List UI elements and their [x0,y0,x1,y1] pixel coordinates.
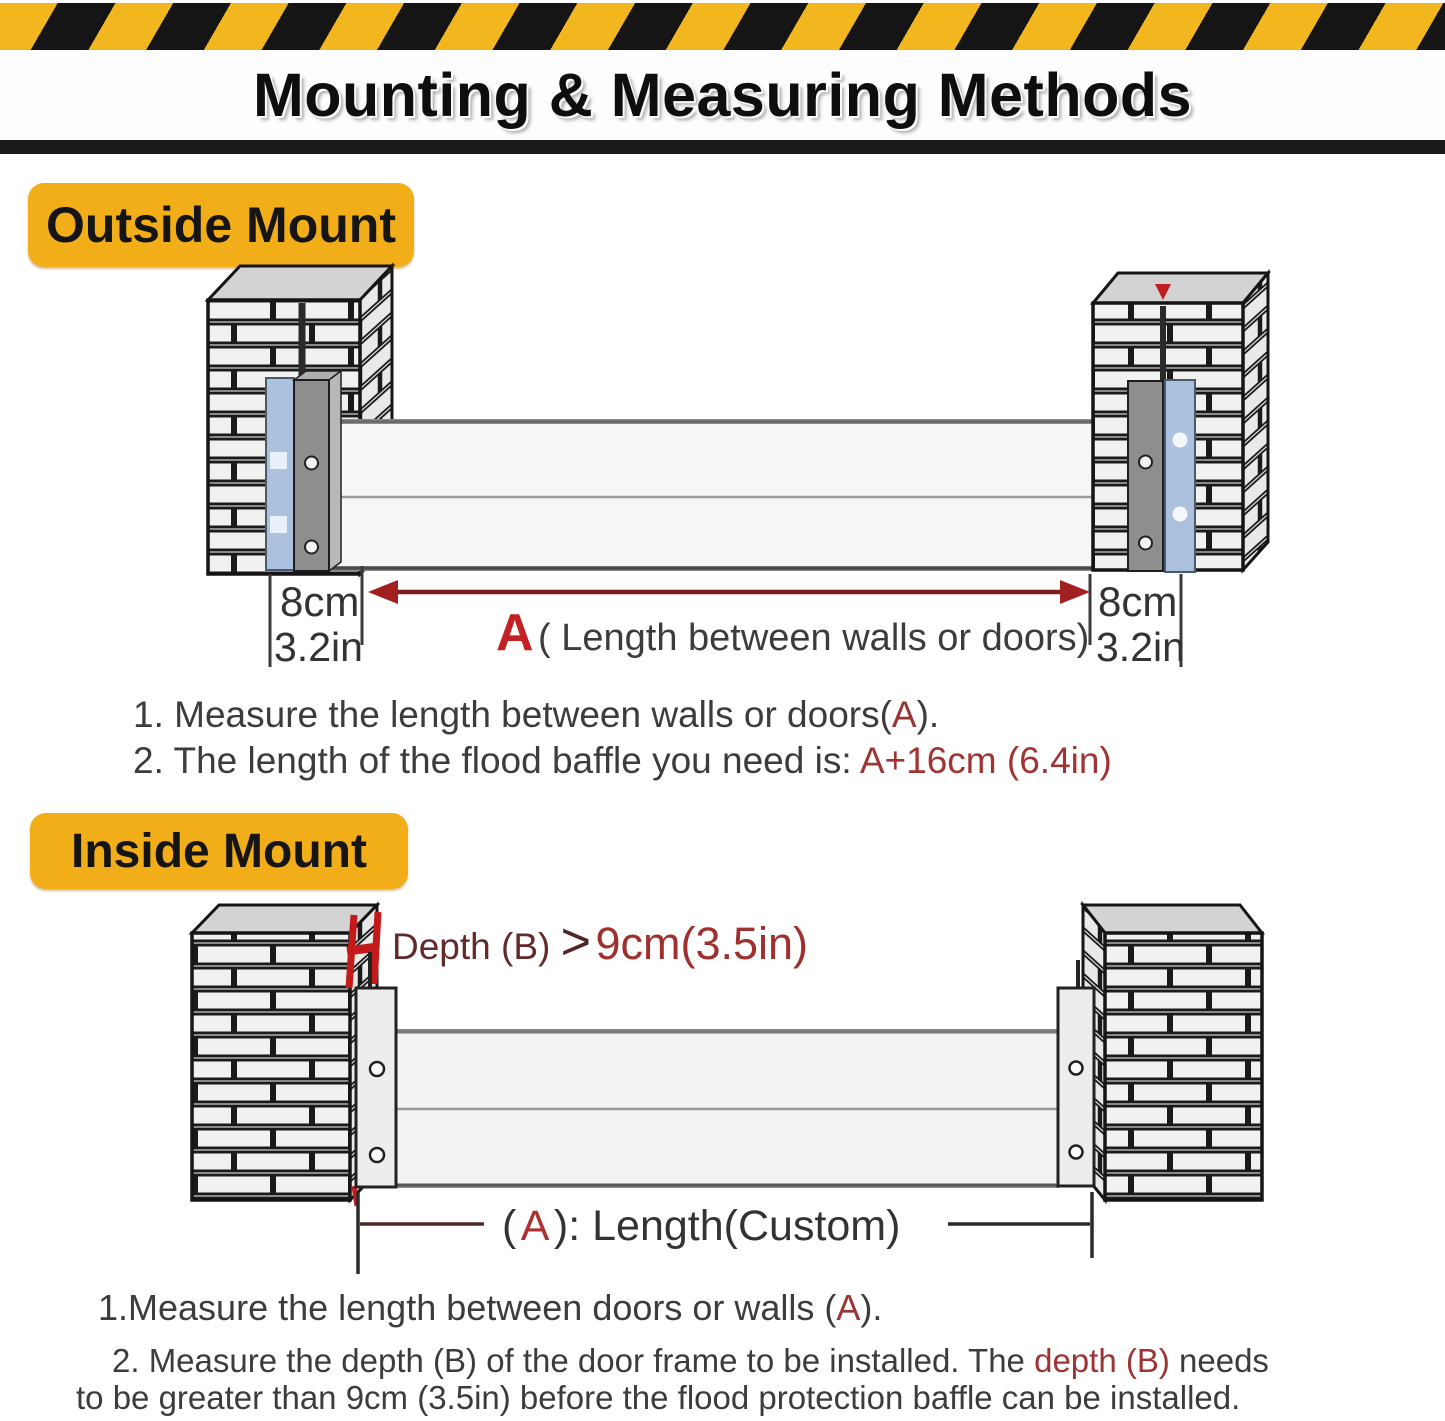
label-a-letter: A [520,1202,550,1250]
inside-left-bracket [356,988,396,1187]
dim-right-cm: 8cm [1098,578,1178,625]
depth-label-text: Depth (B) [392,926,561,967]
dim-left-in: 3.2in [274,624,363,670]
inside-right-pillar [1083,905,1262,1200]
step-highlight-depth: depth (B) [1034,1342,1170,1379]
label-a-letter: A [496,604,534,662]
step-text: 2. Measure the depth (B) of the door frame to be installed. The [112,1342,1035,1379]
label-rest: ): Length(Custom) [553,1202,901,1250]
pillar-front-face [1105,933,1262,1200]
pillar-front-face [192,933,350,1200]
page-title: Mounting & Measuring Methods [252,61,1193,129]
step-text: 1. Measure the length between walls or doors( [133,694,892,735]
inside-right-bracket [1058,988,1094,1186]
outside-left-bracket [266,371,341,571]
inside-step-2-line-1 [112,1342,1269,1380]
dim-right-in: 3.2in [1096,624,1185,670]
step-text: ). [916,694,940,735]
blue-channel [1165,380,1195,572]
step-text: needs [1169,1342,1269,1379]
screw-hole [305,541,318,554]
paren-open: ( [502,1202,517,1250]
step-text: 2. The length of the flood baffle you need is: [133,740,860,781]
inside-measurements [358,1192,1092,1274]
screw-hole [1139,537,1152,550]
outside-measurements [270,566,1185,670]
outside-flood-barrier-panel [327,420,1133,570]
pillar-top-face [1083,905,1262,933]
length-custom-label [502,1202,900,1250]
inside-step-1 [98,1287,882,1329]
inside-flood-barrier-panel [396,1030,1058,1187]
arrowhead-right [1060,580,1090,604]
outside-right-bracket [1128,380,1195,572]
greater-than-sign: > [560,913,591,971]
step-text: ). [860,1287,883,1328]
depth-label [392,913,808,971]
pillar-side-face [1243,273,1268,570]
step-text: 1.Measure the length between doors or walls ( [98,1287,837,1328]
outside-step-1 [133,694,939,736]
screw-hole [1070,1062,1083,1075]
screw-hole [1070,1146,1083,1159]
length-between-walls-label [496,604,1089,662]
blue-channel [266,378,294,570]
inside-step-2-line-2 [76,1379,1240,1417]
screw-hole [305,457,318,470]
screw-hole [370,1148,384,1162]
pillar-top-face [1093,273,1268,303]
inside-mount-badge-label: Inside Mount [71,824,367,878]
depth-value: 9cm(3.5in) [595,918,809,969]
step-highlight-a: A [836,1287,861,1328]
step-text: to be greater than 9cm (3.5in) before the flood protection baffle can be installed. [76,1379,1241,1416]
arrowhead-left [368,580,398,604]
dim-left-cm: 8cm [280,578,360,625]
screw-hole [1139,456,1152,469]
label-a-rest: ( Length between walls or doors) [538,617,1090,659]
pillar-top-face [192,905,377,933]
outside-mount-badge-label: Outside Mount [46,197,396,253]
step-highlight-a: A [891,694,917,735]
inside-mount-diagram [192,905,1262,1274]
outside-mount-diagram [208,266,1268,670]
outside-step-2 [133,740,1112,782]
screw-hole [370,1062,384,1076]
step-highlight-formula: A+16cm (6.4in) [859,740,1112,781]
